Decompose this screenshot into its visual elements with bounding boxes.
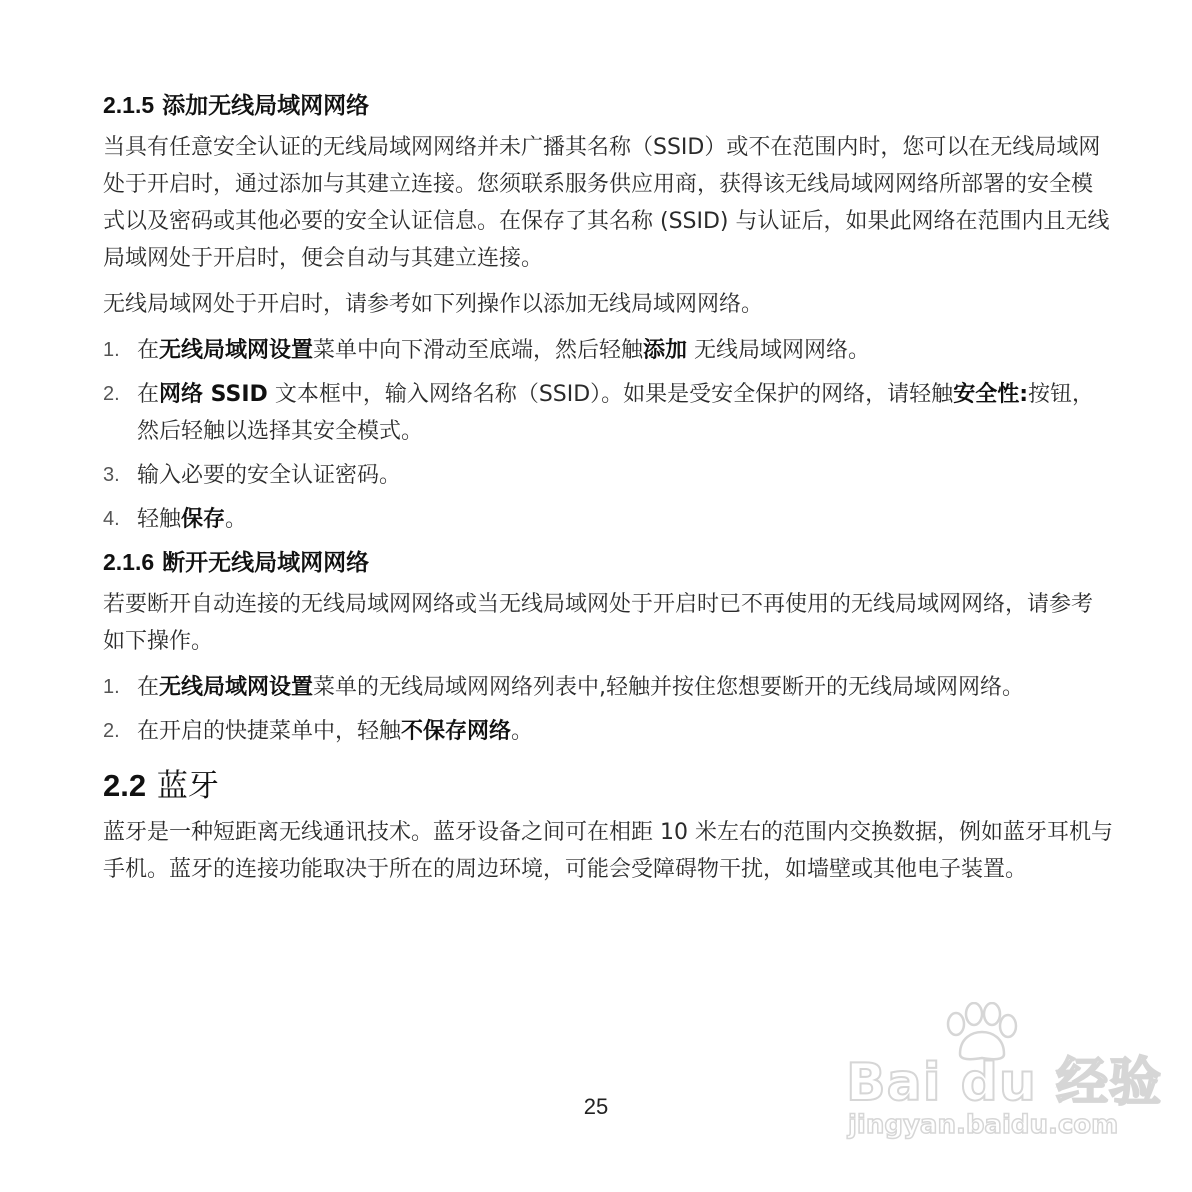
document-page (103, 88, 1113, 897)
list-item: 2. 在开启的快捷菜单中，轻触不保存网络。 (103, 719, 534, 744)
paragraph: 当具有任意安全认证的无线局域网网络并未广播其名称（SSID）或不在范围内时，您可以在无线局域网处于开启时，通过添加与其建立连接。您须联系服务供应用商，获得该无线局域网网络所部署的安全模式以及密码或其他必要的安全认证信息。在保存了其名称 (SSID) 与认证后，如果此网络在范围内且无线局域网处于开启时，便会自动与其建立连接。 (103, 135, 1110, 271)
list-item: 3. 输入必要的安全认证密码。 (103, 463, 402, 488)
paragraph: 蓝牙是一种短距离无线通讯技术。蓝牙设备之间可在相距 10 米左右的范围内交换数据，例如蓝牙耳机与手机。蓝牙的连接功能取决于所在的周边环境，可能会受障碍物干扰，如墙壁或其他电子装置。 (103, 820, 1113, 882)
list-item: 2. 在网络 SSID 文本框中，输入网络名称（SSID）。如果是受安全保护的网络，请轻触安全性:按钮，然后轻触以选择其安全模式。 (103, 382, 1095, 444)
watermark-url: jingyan.baidu.com (848, 1110, 1119, 1140)
page-number: 25 (583, 1094, 609, 1119)
watermark-brand: Bai du 经验 (846, 1053, 1162, 1113)
paragraph: 无线局域网处于开启时，请参考如下列操作以添加无线局域网网络。 (103, 292, 764, 317)
section-heading-2-1-6 (103, 545, 1113, 580)
list-item: 4. 轻触保存。 (103, 507, 248, 532)
section-number: 2.1.5 (103, 92, 155, 118)
section-number: 2.1.6 (103, 549, 155, 575)
list-item: 1. 在无线局域网设置菜单的无线局域网网络列表中,轻触并按住您想要断开的无线局域网网络。 (103, 675, 1025, 700)
section-title: 添加无线局域网网络 (162, 93, 370, 119)
steps-list (103, 332, 1113, 538)
section-number: 2.2 (103, 768, 147, 803)
baidu-watermark (846, 1010, 1162, 1150)
section-heading-2-2 (103, 764, 1113, 808)
steps-list (103, 669, 1113, 750)
paragraph: 若要断开自动连接的无线局域网网络或当无线局域网处于开启时已不再使用的无线局域网网络，请参考如下操作。 (103, 592, 1094, 654)
list-item: 1. 在无线局域网设置菜单中向下滑动至底端，然后轻触添加 无线局域网网络。 (103, 338, 871, 363)
section-title: 蓝牙 (156, 768, 219, 804)
section-title: 断开无线局域网网络 (162, 550, 370, 576)
section-heading-2-1-5 (103, 88, 1113, 123)
